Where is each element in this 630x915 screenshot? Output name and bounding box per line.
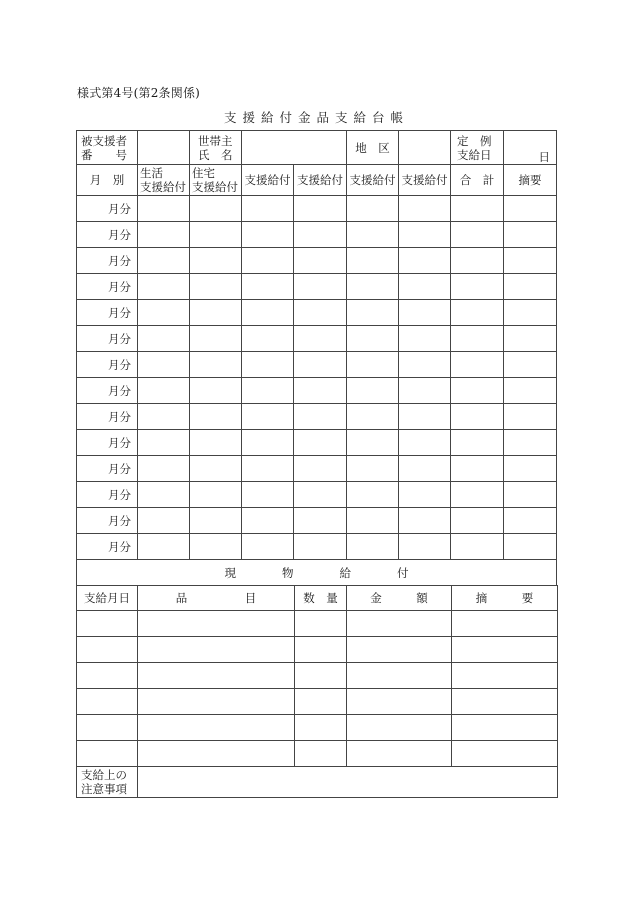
- district-label: 地 区: [347, 131, 399, 165]
- month-label: 月分: [77, 300, 138, 326]
- column-header-row: [77, 165, 557, 196]
- in-kind-cell[interactable]: [138, 663, 295, 689]
- month-label: 月分: [77, 196, 138, 222]
- month-label: 月分: [77, 326, 138, 352]
- month-cell[interactable]: [347, 456, 399, 482]
- month-cell[interactable]: [504, 508, 557, 534]
- month-cell[interactable]: [138, 248, 190, 274]
- month-cell[interactable]: [242, 482, 294, 508]
- month-cell[interactable]: [504, 352, 557, 378]
- district-field[interactable]: [399, 131, 451, 165]
- amount-column-header: 金 額: [347, 586, 452, 611]
- page-title: 支援給付金品支給台帳: [223, 110, 409, 125]
- in-kind-cell[interactable]: [452, 611, 558, 637]
- in-kind-cell[interactable]: [347, 689, 452, 715]
- month-cell[interactable]: [190, 248, 242, 274]
- in-kind-cell[interactable]: [452, 637, 558, 663]
- month-cell[interactable]: [504, 378, 557, 404]
- month-row: [77, 248, 557, 274]
- month-cell[interactable]: [347, 352, 399, 378]
- month-label: 月分: [77, 482, 138, 508]
- month-cell[interactable]: [242, 404, 294, 430]
- in-kind-row: [77, 611, 558, 637]
- month-cell[interactable]: [451, 508, 504, 534]
- month-cell[interactable]: [399, 352, 451, 378]
- month-cell[interactable]: [294, 326, 347, 352]
- month-cell[interactable]: [399, 378, 451, 404]
- month-cell[interactable]: [294, 222, 347, 248]
- month-cell[interactable]: [138, 456, 190, 482]
- notes-row: [77, 767, 558, 798]
- in-kind-cell[interactable]: [77, 741, 138, 767]
- in-kind-cell[interactable]: [295, 663, 347, 689]
- in-kind-cell[interactable]: [77, 637, 138, 663]
- in-kind-row: [77, 715, 558, 741]
- month-cell[interactable]: [242, 534, 294, 560]
- month-row: [77, 196, 557, 222]
- month-cell[interactable]: [451, 378, 504, 404]
- living-aid-column-header: 生活 支援給付: [138, 165, 190, 196]
- in-kind-cell[interactable]: [77, 663, 138, 689]
- in-kind-cell[interactable]: [77, 689, 138, 715]
- month-cell[interactable]: [190, 222, 242, 248]
- in-kind-row: [77, 689, 558, 715]
- month-cell[interactable]: [138, 508, 190, 534]
- in-kind-cell[interactable]: [77, 611, 138, 637]
- aid-column-header-2: 支援給付: [294, 165, 347, 196]
- month-label: 月分: [77, 248, 138, 274]
- month-cell[interactable]: [399, 326, 451, 352]
- month-cell[interactable]: [294, 456, 347, 482]
- month-cell[interactable]: [138, 482, 190, 508]
- month-cell[interactable]: [190, 404, 242, 430]
- in-kind-section-title: 現 物 給 付: [77, 560, 557, 586]
- month-cell[interactable]: [504, 482, 557, 508]
- month-cell[interactable]: [242, 222, 294, 248]
- month-cell[interactable]: [190, 456, 242, 482]
- month-label: 月分: [77, 534, 138, 560]
- in-kind-cell[interactable]: [77, 715, 138, 741]
- month-cell[interactable]: [399, 430, 451, 456]
- aid-column-header-1: 支援給付: [242, 165, 294, 196]
- in-kind-cell[interactable]: [452, 663, 558, 689]
- month-cell[interactable]: [294, 482, 347, 508]
- quantity-column-header: 数 量: [295, 586, 347, 611]
- month-cell[interactable]: [347, 300, 399, 326]
- regular-payday-label: 定 例 支給日: [451, 131, 504, 165]
- in-kind-cell[interactable]: [295, 741, 347, 767]
- month-row: [77, 508, 557, 534]
- month-cell[interactable]: [451, 534, 504, 560]
- month-cell[interactable]: [190, 534, 242, 560]
- month-cell[interactable]: [399, 300, 451, 326]
- month-cell[interactable]: [347, 222, 399, 248]
- month-cell[interactable]: [347, 430, 399, 456]
- month-cell[interactable]: [399, 508, 451, 534]
- month-cell[interactable]: [347, 508, 399, 534]
- in-kind-cell[interactable]: [347, 741, 452, 767]
- month-cell[interactable]: [138, 378, 190, 404]
- in-kind-cell[interactable]: [138, 637, 295, 663]
- month-cell[interactable]: [399, 482, 451, 508]
- month-cell[interactable]: [190, 508, 242, 534]
- month-cell[interactable]: [138, 326, 190, 352]
- month-row: [77, 300, 557, 326]
- remarks-column-header: 摘要: [504, 165, 557, 196]
- month-label: 月分: [77, 456, 138, 482]
- month-row: [77, 430, 557, 456]
- day-suffix: 日: [538, 150, 550, 164]
- month-label: 月分: [77, 222, 138, 248]
- month-label: 月分: [77, 274, 138, 300]
- month-cell[interactable]: [242, 378, 294, 404]
- in-kind-cell[interactable]: [452, 741, 558, 767]
- housing-aid-column-header: 住宅 支援給付: [190, 165, 242, 196]
- regular-payday-field[interactable]: [504, 131, 557, 165]
- month-cell[interactable]: [138, 430, 190, 456]
- in-kind-cell[interactable]: [452, 715, 558, 741]
- month-cell[interactable]: [347, 196, 399, 222]
- month-cell[interactable]: [504, 326, 557, 352]
- month-row: [77, 222, 557, 248]
- form-number: 様式第4号(第2条関係): [77, 86, 201, 100]
- month-cell[interactable]: [399, 274, 451, 300]
- month-cell[interactable]: [242, 274, 294, 300]
- month-cell[interactable]: [294, 534, 347, 560]
- month-cell[interactable]: [138, 196, 190, 222]
- in-kind-table: [76, 585, 558, 798]
- month-label: 月分: [77, 352, 138, 378]
- month-cell[interactable]: [504, 430, 557, 456]
- month-cell[interactable]: [451, 456, 504, 482]
- month-cell[interactable]: [294, 196, 347, 222]
- in-kind-cell[interactable]: [347, 663, 452, 689]
- month-cell[interactable]: [294, 430, 347, 456]
- month-cell[interactable]: [242, 430, 294, 456]
- month-cell[interactable]: [294, 248, 347, 274]
- in-kind-section-row: [77, 560, 557, 586]
- month-cell[interactable]: [399, 534, 451, 560]
- in-kind-row: [77, 663, 558, 689]
- in-kind-cell[interactable]: [138, 715, 295, 741]
- month-cell[interactable]: [504, 404, 557, 430]
- month-cell[interactable]: [451, 404, 504, 430]
- month-cell[interactable]: [347, 248, 399, 274]
- in-kind-cell[interactable]: [138, 689, 295, 715]
- month-cell[interactable]: [190, 196, 242, 222]
- month-cell[interactable]: [451, 482, 504, 508]
- month-cell[interactable]: [242, 300, 294, 326]
- month-row: [77, 326, 557, 352]
- month-cell[interactable]: [294, 508, 347, 534]
- in-kind-cell[interactable]: [138, 741, 295, 767]
- in-kind-cell[interactable]: [295, 611, 347, 637]
- aid-column-header-4: 支援給付: [399, 165, 451, 196]
- in-kind-cell[interactable]: [138, 611, 295, 637]
- month-column-header: 月 別: [77, 165, 138, 196]
- month-cell[interactable]: [399, 404, 451, 430]
- in-kind-cell[interactable]: [347, 715, 452, 741]
- payment-ledger-table: [76, 130, 557, 586]
- month-row: [77, 404, 557, 430]
- month-cell[interactable]: [294, 352, 347, 378]
- month-cell[interactable]: [190, 274, 242, 300]
- month-row: [77, 274, 557, 300]
- date-column-header: 支給月日: [77, 586, 138, 611]
- in-kind-header-row: [77, 586, 558, 611]
- month-cell[interactable]: [138, 534, 190, 560]
- month-row: [77, 456, 557, 482]
- month-cell[interactable]: [451, 300, 504, 326]
- in-kind-cell[interactable]: [295, 637, 347, 663]
- in-kind-cell[interactable]: [452, 689, 558, 715]
- month-cell[interactable]: [451, 430, 504, 456]
- month-cell[interactable]: [190, 430, 242, 456]
- month-row: [77, 352, 557, 378]
- month-cell[interactable]: [504, 534, 557, 560]
- month-cell[interactable]: [294, 378, 347, 404]
- month-row: [77, 482, 557, 508]
- month-cell[interactable]: [504, 196, 557, 222]
- in-kind-cell[interactable]: [347, 637, 452, 663]
- item-column-header: 品 目: [138, 586, 295, 611]
- month-cell[interactable]: [347, 274, 399, 300]
- in-kind-cell[interactable]: [347, 611, 452, 637]
- month-cell[interactable]: [347, 534, 399, 560]
- in-kind-row: [77, 741, 558, 767]
- month-cell[interactable]: [451, 196, 504, 222]
- month-cell[interactable]: [138, 404, 190, 430]
- month-cell[interactable]: [138, 300, 190, 326]
- month-cell[interactable]: [190, 378, 242, 404]
- in-kind-cell[interactable]: [295, 715, 347, 741]
- month-cell[interactable]: [347, 378, 399, 404]
- month-cell[interactable]: [504, 222, 557, 248]
- month-cell[interactable]: [242, 196, 294, 222]
- recipient-number-label: 被支援者 番 号: [77, 131, 138, 165]
- in-kind-row: [77, 637, 558, 663]
- month-cell[interactable]: [347, 404, 399, 430]
- month-cell[interactable]: [242, 456, 294, 482]
- month-cell[interactable]: [242, 352, 294, 378]
- month-label: 月分: [77, 404, 138, 430]
- month-cell[interactable]: [451, 352, 504, 378]
- month-cell[interactable]: [399, 248, 451, 274]
- recipient-header-row: [77, 131, 557, 165]
- total-column-header: 合 計: [451, 165, 504, 196]
- month-cell[interactable]: [138, 222, 190, 248]
- month-cell[interactable]: [242, 508, 294, 534]
- month-cell[interactable]: [451, 222, 504, 248]
- recipient-number-field[interactable]: [138, 131, 190, 165]
- month-cell[interactable]: [504, 300, 557, 326]
- month-cell[interactable]: [190, 300, 242, 326]
- month-cell[interactable]: [451, 326, 504, 352]
- month-cell[interactable]: [138, 352, 190, 378]
- notes-label: 支給上の 注意事項: [77, 767, 138, 798]
- month-cell[interactable]: [347, 482, 399, 508]
- month-cell[interactable]: [242, 326, 294, 352]
- month-label: 月分: [77, 430, 138, 456]
- month-cell[interactable]: [504, 274, 557, 300]
- month-cell[interactable]: [190, 326, 242, 352]
- notes-field[interactable]: [138, 767, 558, 798]
- month-cell[interactable]: [294, 274, 347, 300]
- head-of-household-label: 世帯主 氏 名: [190, 131, 242, 165]
- head-of-household-field[interactable]: [242, 131, 347, 165]
- month-cell[interactable]: [504, 456, 557, 482]
- month-cell[interactable]: [399, 456, 451, 482]
- month-cell[interactable]: [399, 222, 451, 248]
- month-cell[interactable]: [399, 196, 451, 222]
- month-cell[interactable]: [190, 482, 242, 508]
- month-row: [77, 534, 557, 560]
- aid-column-header-3: 支援給付: [347, 165, 399, 196]
- month-cell[interactable]: [347, 326, 399, 352]
- month-cell[interactable]: [138, 274, 190, 300]
- remarks-column-header: 摘 要: [452, 586, 558, 611]
- month-cell[interactable]: [451, 248, 504, 274]
- month-label: 月分: [77, 378, 138, 404]
- month-cell[interactable]: [190, 352, 242, 378]
- in-kind-cell[interactable]: [295, 689, 347, 715]
- month-cell[interactable]: [294, 300, 347, 326]
- month-label: 月分: [77, 508, 138, 534]
- month-cell[interactable]: [242, 248, 294, 274]
- month-row: [77, 378, 557, 404]
- month-cell[interactable]: [504, 248, 557, 274]
- month-cell[interactable]: [294, 404, 347, 430]
- month-cell[interactable]: [451, 274, 504, 300]
